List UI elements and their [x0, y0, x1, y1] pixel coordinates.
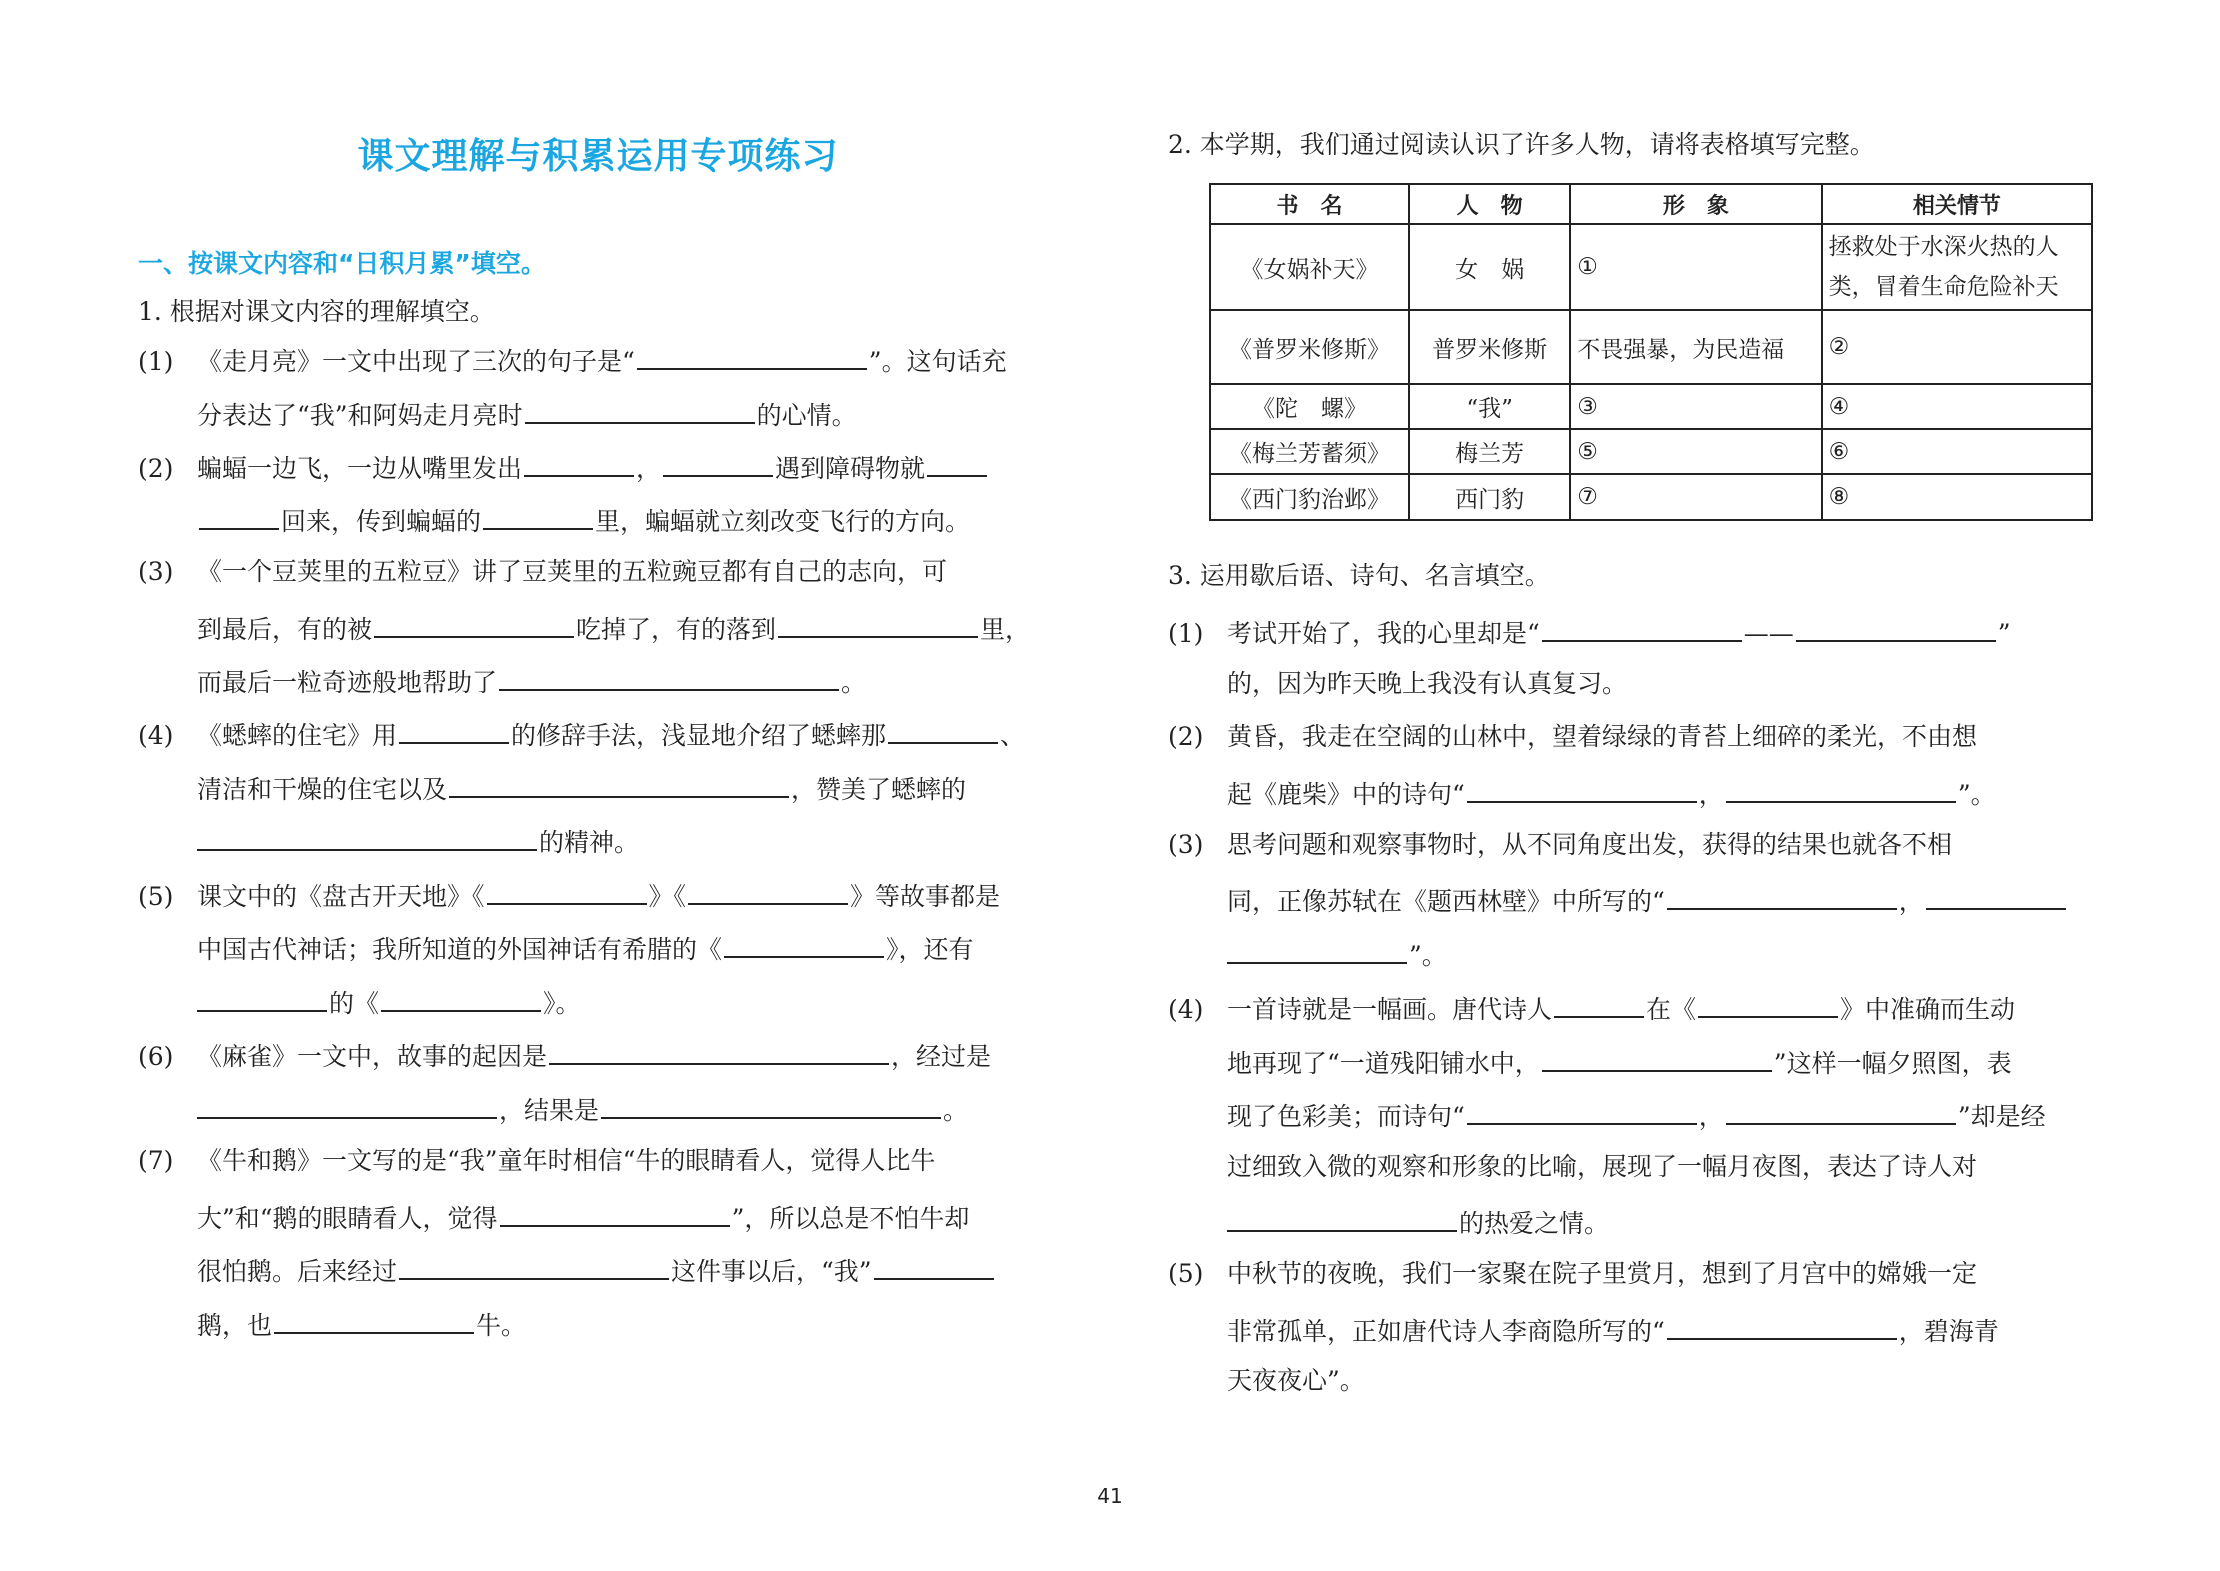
answer-blank[interactable] [1467, 773, 1697, 803]
table-cell: 《西门豹治邺》 [1210, 474, 1409, 520]
answer-blank[interactable] [601, 1089, 941, 1119]
q1-item-1-cont: 分表达了“我”和阿妈走月亮时 的心情。 [197, 394, 857, 430]
answer-blank[interactable] [399, 1250, 669, 1280]
q3-item-4: (4) 一首诗就是一幅画。唐代诗人 在《 》中准确而生动 [1168, 988, 2015, 1024]
table-row [1210, 310, 2092, 384]
answer-blank[interactable] [927, 447, 987, 477]
characters-table [1209, 183, 2093, 521]
q1-item-6-cont: ，结果是 。 [197, 1089, 968, 1125]
q1-item-7-cont3: 鹅，也 牛。 [197, 1304, 526, 1340]
q3-item-2: (2) 黄昏，我走在空阔的山林中，望着绿绿的青苔上细碎的柔光，不由想 [1168, 719, 1977, 755]
answer-blank[interactable] [197, 982, 327, 1012]
item-number: (2) [1168, 722, 1204, 751]
table-cell: 女 娲 [1409, 224, 1570, 310]
table-header: 人 物 [1409, 184, 1570, 224]
answer-cell[interactable]: ⑤ [1570, 429, 1821, 474]
answer-blank[interactable] [525, 394, 755, 424]
answer-cell[interactable]: ⑦ [1570, 474, 1821, 520]
answer-blank[interactable] [381, 982, 541, 1012]
answer-blank[interactable] [1726, 773, 1956, 803]
answer-blank[interactable] [500, 1197, 730, 1227]
item-number: (2) [138, 454, 174, 483]
answer-blank[interactable] [1726, 1095, 1956, 1125]
answer-blank[interactable] [1542, 612, 1742, 642]
answer-cell[interactable]: ③ [1570, 384, 1821, 429]
table-cell: 《梅兰芳蓄须》 [1210, 429, 1409, 474]
answer-blank[interactable] [399, 714, 509, 744]
table-cell: 普罗米修斯 [1409, 310, 1570, 384]
answer-blank[interactable] [374, 608, 574, 638]
q1-item-2-cont: 回来，传到蝙蝠的 里，蝙蝠就立刻改变飞行的方向。 [197, 500, 970, 536]
answer-blank[interactable] [274, 1304, 474, 1334]
answer-blank[interactable] [1227, 1202, 1457, 1232]
q1-item-7: (7) 《牛和鹅》一文写的是“我”童年时相信“牛的眼睛看人，觉得人比牛 [138, 1143, 935, 1179]
item-number: (5) [138, 882, 174, 911]
table-row [1210, 384, 2092, 429]
answer-blank[interactable] [778, 608, 978, 638]
q3-item-5-cont: 非常孤单，正如唐代诗人李商隐所写的“ ，碧海青 [1227, 1310, 1999, 1346]
answer-blank[interactable] [1796, 612, 1996, 642]
table-cell: 西门豹 [1409, 474, 1570, 520]
answer-cell[interactable]: ⑧ [1822, 474, 2092, 520]
table-cell: 《女娲补天》 [1210, 224, 1409, 310]
table-header: 相关情节 [1822, 184, 2092, 224]
answer-blank[interactable] [549, 1035, 889, 1065]
table-cell: 梅兰芳 [1409, 429, 1570, 474]
q1-item-6: (6) 《麻雀》一文中，故事的起因是 ，经过是 [138, 1035, 991, 1071]
item-number: (1) [138, 347, 174, 376]
answer-blank[interactable] [688, 875, 848, 905]
answer-cell[interactable]: ④ [1822, 384, 2092, 429]
page-title: 课文理解与积累运用专项练习 [357, 136, 839, 177]
answer-blank[interactable] [1227, 934, 1407, 964]
answer-blank[interactable] [197, 821, 537, 851]
q3-item-4-cont3: 过细致入微的观察和形象的比喻，展现了一幅月夜图，表达了诗人对 [1227, 1152, 1978, 1181]
answer-blank[interactable] [637, 340, 867, 370]
answer-blank[interactable] [449, 768, 789, 798]
question-3-stem: 3. 运用歇后语、诗句、名言填空。 [1168, 561, 1550, 590]
q1-item-1: (1) 《走月亮》一文中出现了三次的句子是“ ”。这句话充 [138, 340, 1007, 376]
answer-blank[interactable] [888, 714, 998, 744]
q1-item-3-cont2: 而最后一粒奇迹般地帮助了 。 [197, 661, 866, 697]
q1-item-4: (4) 《蟋蟀的住宅》用 的修辞手法，浅显地介绍了蟋蟀那 、 [138, 714, 1025, 750]
item-number: (5) [1168, 1259, 1204, 1288]
section-heading: 一、按课文内容和“日积月累”填空。 [138, 249, 546, 278]
q3-item-5-cont2: 天夜夜心”。 [1227, 1366, 1365, 1395]
answer-blank[interactable] [483, 500, 593, 530]
q1-item-3: (3) 《一个豆荚里的五粒豆》讲了豆荚里的五粒豌豆都有自己的志向，可 [138, 554, 947, 590]
q1-item-7-cont: 大”和“鹅的眼睛看人，觉得 ”，所以总是不怕牛却 [197, 1197, 969, 1233]
page-number: 41 [1097, 1484, 1123, 1508]
item-number: (6) [138, 1042, 174, 1071]
table-cell: 《陀 螺》 [1210, 384, 1409, 429]
answer-blank[interactable] [1467, 1095, 1697, 1125]
question-2-stem: 2. 本学期，我们通过阅读认识了许多人物，请将表格填写完整。 [1168, 130, 1875, 159]
answer-blank[interactable] [1667, 880, 1897, 910]
answer-blank[interactable] [524, 447, 634, 477]
item-number: (1) [1168, 619, 1204, 648]
answer-cell[interactable]: ⑥ [1822, 429, 2092, 474]
answer-cell[interactable]: ① [1570, 224, 1821, 310]
table-row [1210, 224, 2092, 310]
q3-item-3: (3) 思考问题和观察事物时，从不同角度出发，获得的结果也就各不相 [1168, 827, 1952, 863]
q3-item-4-cont2: 现了色彩美；而诗句“ ， ”却是经 [1227, 1095, 2046, 1131]
answer-blank[interactable] [499, 661, 839, 691]
q1-item-5: (5) 课文中的《盘古开天地》《 》《 》等故事都是 [138, 875, 1000, 911]
item-number: (3) [138, 557, 174, 586]
answer-blank[interactable] [1698, 988, 1838, 1018]
answer-blank[interactable] [1667, 1310, 1897, 1340]
answer-blank[interactable] [1542, 1042, 1772, 1072]
answer-cell[interactable]: ② [1822, 310, 2092, 384]
q1-item-5-cont: 中国古代神话；我所知道的外国神话有希腊的《 》，还有 [197, 928, 974, 964]
q1-item-4-cont2: 的精神。 [197, 821, 639, 857]
answer-blank[interactable] [199, 500, 279, 530]
table-header: 书 名 [1210, 184, 1409, 224]
answer-blank[interactable] [874, 1250, 994, 1280]
q3-item-5: (5) 中秋节的夜晚，我们一家聚在院子里赏月，想到了月宫中的嫦娥一定 [1168, 1256, 1977, 1292]
q3-item-1-cont: 的，因为昨天晚上我没有认真复习。 [1227, 669, 1628, 698]
table-cell: 拯救处于水深火热的人类，冒着生命危险补天 [1822, 224, 2092, 310]
answer-blank[interactable] [724, 928, 884, 958]
answer-blank[interactable] [197, 1089, 497, 1119]
answer-blank[interactable] [1554, 988, 1644, 1018]
item-number: (3) [1168, 830, 1204, 859]
answer-blank[interactable] [1926, 880, 2066, 910]
answer-blank[interactable] [663, 447, 773, 477]
table-row [1210, 474, 2092, 520]
item-number: (7) [138, 1146, 174, 1175]
q1-item-7-cont2: 很怕鹅。后来经过 这件事以后，“我” [197, 1250, 996, 1286]
question-1-stem: 1. 根据对课文内容的理解填空。 [138, 297, 495, 326]
table-cell: “我” [1409, 384, 1570, 429]
q3-item-3-cont2: ”。 [1227, 934, 1447, 970]
table-cell: 不畏强暴，为民造福 [1570, 310, 1821, 384]
q3-item-3-cont: 同，正像苏轼在《题西林壁》中所写的“ ， [1227, 880, 2068, 916]
item-number: (4) [1168, 995, 1204, 1024]
item-number: (4) [138, 721, 174, 750]
table-row [1210, 429, 2092, 474]
answer-blank[interactable] [487, 875, 647, 905]
q1-item-2: (2) 蝙蝠一边飞，一边从嘴里发出 ， 遇到障碍物就 [138, 447, 989, 483]
q1-item-5-cont2: 的《 》。 [197, 982, 581, 1018]
q1-item-4-cont: 清洁和干燥的住宅以及 ，赞美了蟋蟀的 [197, 768, 966, 804]
q3-item-4-cont4: 的热爱之情。 [1227, 1202, 1609, 1238]
q3-item-1: (1) 考试开始了，我的心里却是“ —— ” [1168, 612, 2011, 648]
q3-item-4-cont: 地再现了“一道残阳铺水中， ”这样一幅夕照图，表 [1227, 1042, 2012, 1078]
table-header: 形 象 [1570, 184, 1821, 224]
table-cell: 《普罗米修斯》 [1210, 310, 1409, 384]
q1-item-3-cont: 到最后，有的被 吃掉了，有的落到 里， [197, 608, 1030, 644]
q3-item-2-cont: 起《鹿柴》中的诗句“ ， ”。 [1227, 773, 1996, 809]
